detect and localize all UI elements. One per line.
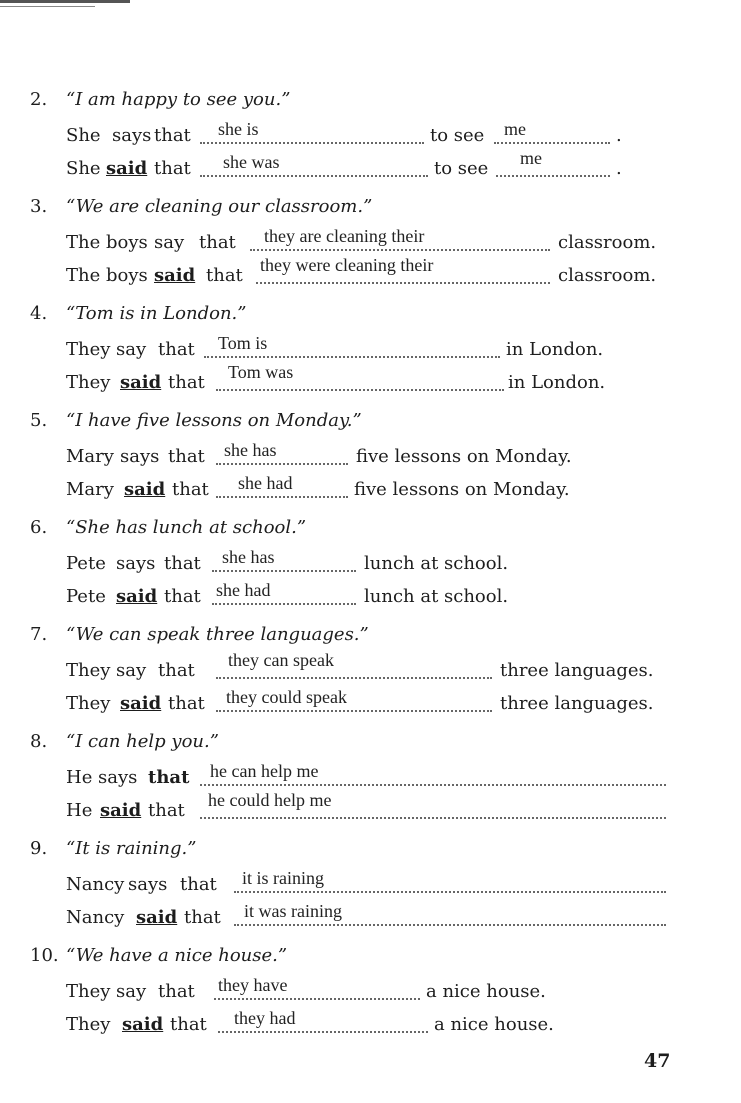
answer-blank	[218, 1031, 428, 1033]
sentence-subject: Pete	[66, 586, 106, 607]
answer-blank	[204, 356, 500, 358]
answer-text: Tom is	[218, 333, 268, 353]
exercise-quote: “We have a nice house.”	[66, 945, 288, 966]
sentence-verb: says	[116, 553, 156, 574]
sentence-subject: They	[66, 693, 111, 714]
sentence-subject: Pete	[66, 553, 106, 574]
exercise-prompt	[30, 89, 290, 110]
answer-blank	[234, 924, 666, 926]
exercise-number: 6.	[30, 517, 48, 538]
past-sentence	[66, 362, 686, 393]
present-sentence	[66, 440, 686, 467]
exercise-prompt	[30, 838, 196, 859]
answer-text-2: me	[504, 119, 526, 139]
answer-blank-2	[496, 175, 610, 177]
answer-text: they are cleaning their	[264, 226, 425, 246]
sentence-subject: Nancy	[66, 907, 125, 928]
sentence-that: that	[172, 479, 209, 500]
sentence-that: that	[148, 800, 185, 821]
answer-blank	[250, 249, 550, 251]
exercise-prompt	[30, 196, 372, 217]
answer-blank	[216, 677, 492, 679]
exercise-quote: “We can speak three languages.”	[66, 624, 369, 645]
answer-text: Tom was	[228, 362, 294, 382]
page-top-rule-thin	[0, 6, 95, 7]
answer-blank	[200, 175, 428, 177]
answer-blank	[214, 998, 420, 1000]
present-sentence	[66, 547, 686, 574]
answer-blank	[216, 389, 504, 391]
sentence-verb-said: said	[124, 479, 166, 500]
sentence-end: .	[616, 125, 622, 146]
answer-text: she was	[223, 152, 280, 172]
past-sentence	[66, 790, 686, 821]
sentence-subject: The boys	[66, 265, 148, 286]
answer-text: they had	[234, 1008, 296, 1028]
exercise-prompt	[30, 731, 219, 752]
sentence-subject: He	[66, 800, 93, 821]
exercise-prompt	[30, 410, 362, 431]
sentence-verb-said: said	[100, 800, 142, 821]
exercise-prompt	[30, 624, 369, 645]
sentence-rest: a nice house.	[426, 981, 546, 1002]
exercise-number: 8.	[30, 731, 48, 752]
exercise-quote: “I am happy to see you.”	[66, 89, 291, 110]
sentence-rest: five lessons on Monday.	[356, 446, 572, 467]
answer-blank	[212, 570, 356, 572]
present-sentence	[66, 333, 686, 360]
exercise-quote: “It is raining.”	[66, 838, 197, 859]
sentence-that: that	[168, 372, 205, 393]
exercise-number: 4.	[30, 303, 48, 324]
sentence-subject: They	[66, 372, 111, 393]
exercise-quote: “She has lunch at school.”	[66, 517, 307, 538]
sentence-verb-said: said	[116, 586, 158, 607]
sentence-rest: a nice house.	[434, 1014, 554, 1035]
answer-blank	[216, 496, 348, 498]
sentence-verb: says	[120, 446, 160, 467]
answer-text: they can speak	[228, 650, 334, 670]
sentence-subject: Mary	[66, 479, 114, 500]
exercise-number: 3.	[30, 196, 48, 217]
answer-text: they were cleaning their	[260, 255, 434, 275]
sentence-subject: They	[66, 1014, 111, 1035]
sentence-that: that	[170, 1014, 207, 1035]
sentence-verb-said: said	[136, 907, 178, 928]
sentence-that: that	[184, 907, 221, 928]
sentence-rest: in London.	[506, 339, 604, 360]
sentence-rest: five lessons on Monday.	[354, 479, 570, 500]
answer-text: they have	[218, 975, 288, 995]
sentence-rest: lunch at school.	[364, 586, 509, 607]
sentence-that: that	[168, 693, 205, 714]
answer-text: she had	[238, 473, 293, 493]
exercise-number: 7.	[30, 624, 48, 645]
sentence-that: that	[206, 265, 243, 286]
answer-blank	[200, 817, 666, 819]
exercise-quote: “We are cleaning our classroom.”	[66, 196, 373, 217]
answer-blank	[216, 710, 492, 712]
sentence-verb: says	[128, 874, 168, 895]
sentence-rest: classroom.	[558, 232, 657, 253]
sentence-rest: classroom.	[558, 265, 657, 286]
sentence-verb: say	[116, 339, 147, 360]
exercise-prompt	[30, 945, 287, 966]
past-sentence	[66, 580, 686, 607]
past-sentence	[66, 255, 686, 286]
answer-text: he could help me	[208, 790, 332, 810]
sentence-verb: says	[98, 767, 138, 788]
exercise-prompt	[30, 517, 306, 538]
answer-blank	[200, 784, 666, 786]
sentence-subject: They	[66, 339, 111, 360]
exercise-quote: “I can help you.”	[66, 731, 219, 752]
sentence-end: .	[616, 158, 622, 179]
answer-text: she had	[216, 580, 271, 600]
sentence-that: that	[180, 874, 217, 895]
sentence-verb-said: said	[154, 265, 196, 286]
sentence-that: that	[158, 339, 195, 360]
present-sentence	[66, 975, 686, 1002]
sentence-subject: They	[66, 660, 111, 681]
answer-blank-2	[494, 142, 610, 144]
sentence-subject: She	[66, 158, 101, 179]
exercise-number: 2.	[30, 89, 48, 110]
answer-blank	[212, 603, 356, 605]
sentence-verb: says	[112, 125, 152, 146]
answer-blank	[200, 142, 424, 144]
sentence-rest: to see	[434, 158, 489, 179]
sentence-that: that	[164, 586, 201, 607]
past-sentence	[66, 687, 686, 714]
sentence-rest: in London.	[508, 372, 606, 393]
answer-text: it is raining	[242, 868, 324, 888]
sentence-rest: lunch at school.	[364, 553, 509, 574]
present-sentence	[66, 226, 686, 253]
sentence-verb-said: said	[120, 372, 162, 393]
sentence-rest: to see	[430, 125, 485, 146]
answer-blank	[256, 282, 550, 284]
sentence-that: that	[164, 553, 201, 574]
sentence-rest: three languages.	[500, 693, 654, 714]
exercise-number: 10.	[30, 945, 59, 966]
sentence-that: that	[158, 981, 195, 1002]
sentence-that: that	[158, 660, 195, 681]
sentence-rest: three languages.	[500, 660, 654, 681]
exercise-quote: “I have five lessons on Monday.”	[66, 410, 362, 431]
exercise-number: 9.	[30, 838, 48, 859]
sentence-that: that	[154, 158, 191, 179]
answer-text-2: me	[520, 148, 542, 168]
answer-text: she has	[222, 547, 275, 567]
sentence-that: that	[168, 446, 205, 467]
answer-text: she is	[218, 119, 259, 139]
past-sentence	[66, 148, 686, 179]
answer-text: she has	[224, 440, 277, 460]
sentence-subject: He	[66, 767, 93, 788]
sentence-subject: Nancy	[66, 874, 125, 895]
answer-text: he can help me	[210, 761, 319, 781]
past-sentence	[66, 473, 686, 500]
answer-text: they could speak	[226, 687, 347, 707]
sentence-subject: They	[66, 981, 111, 1002]
sentence-verb-said: said	[106, 158, 148, 179]
sentence-subject: The boys	[66, 232, 148, 253]
sentence-that: that	[148, 767, 190, 788]
sentence-verb-said: said	[120, 693, 162, 714]
sentence-verb: say	[116, 981, 147, 1002]
past-sentence	[66, 1008, 686, 1035]
exercise-quote: “Tom is in London.”	[66, 303, 247, 324]
present-sentence	[66, 119, 686, 146]
present-sentence	[66, 761, 686, 788]
answer-text: it was raining	[244, 901, 342, 921]
answer-blank	[216, 463, 348, 465]
sentence-that: that	[154, 125, 191, 146]
sentence-verb-said: said	[122, 1014, 164, 1035]
exercise-prompt	[30, 303, 246, 324]
sentence-subject: She	[66, 125, 101, 146]
sentence-subject: Mary	[66, 446, 114, 467]
present-sentence	[66, 650, 686, 681]
page-number: 47	[644, 1050, 671, 1072]
past-sentence	[66, 901, 686, 928]
present-sentence	[66, 868, 686, 895]
sentence-that: that	[199, 232, 236, 253]
exercise-number: 5.	[30, 410, 48, 431]
sentence-verb: say	[154, 232, 185, 253]
sentence-verb: say	[116, 660, 147, 681]
answer-blank	[234, 891, 666, 893]
